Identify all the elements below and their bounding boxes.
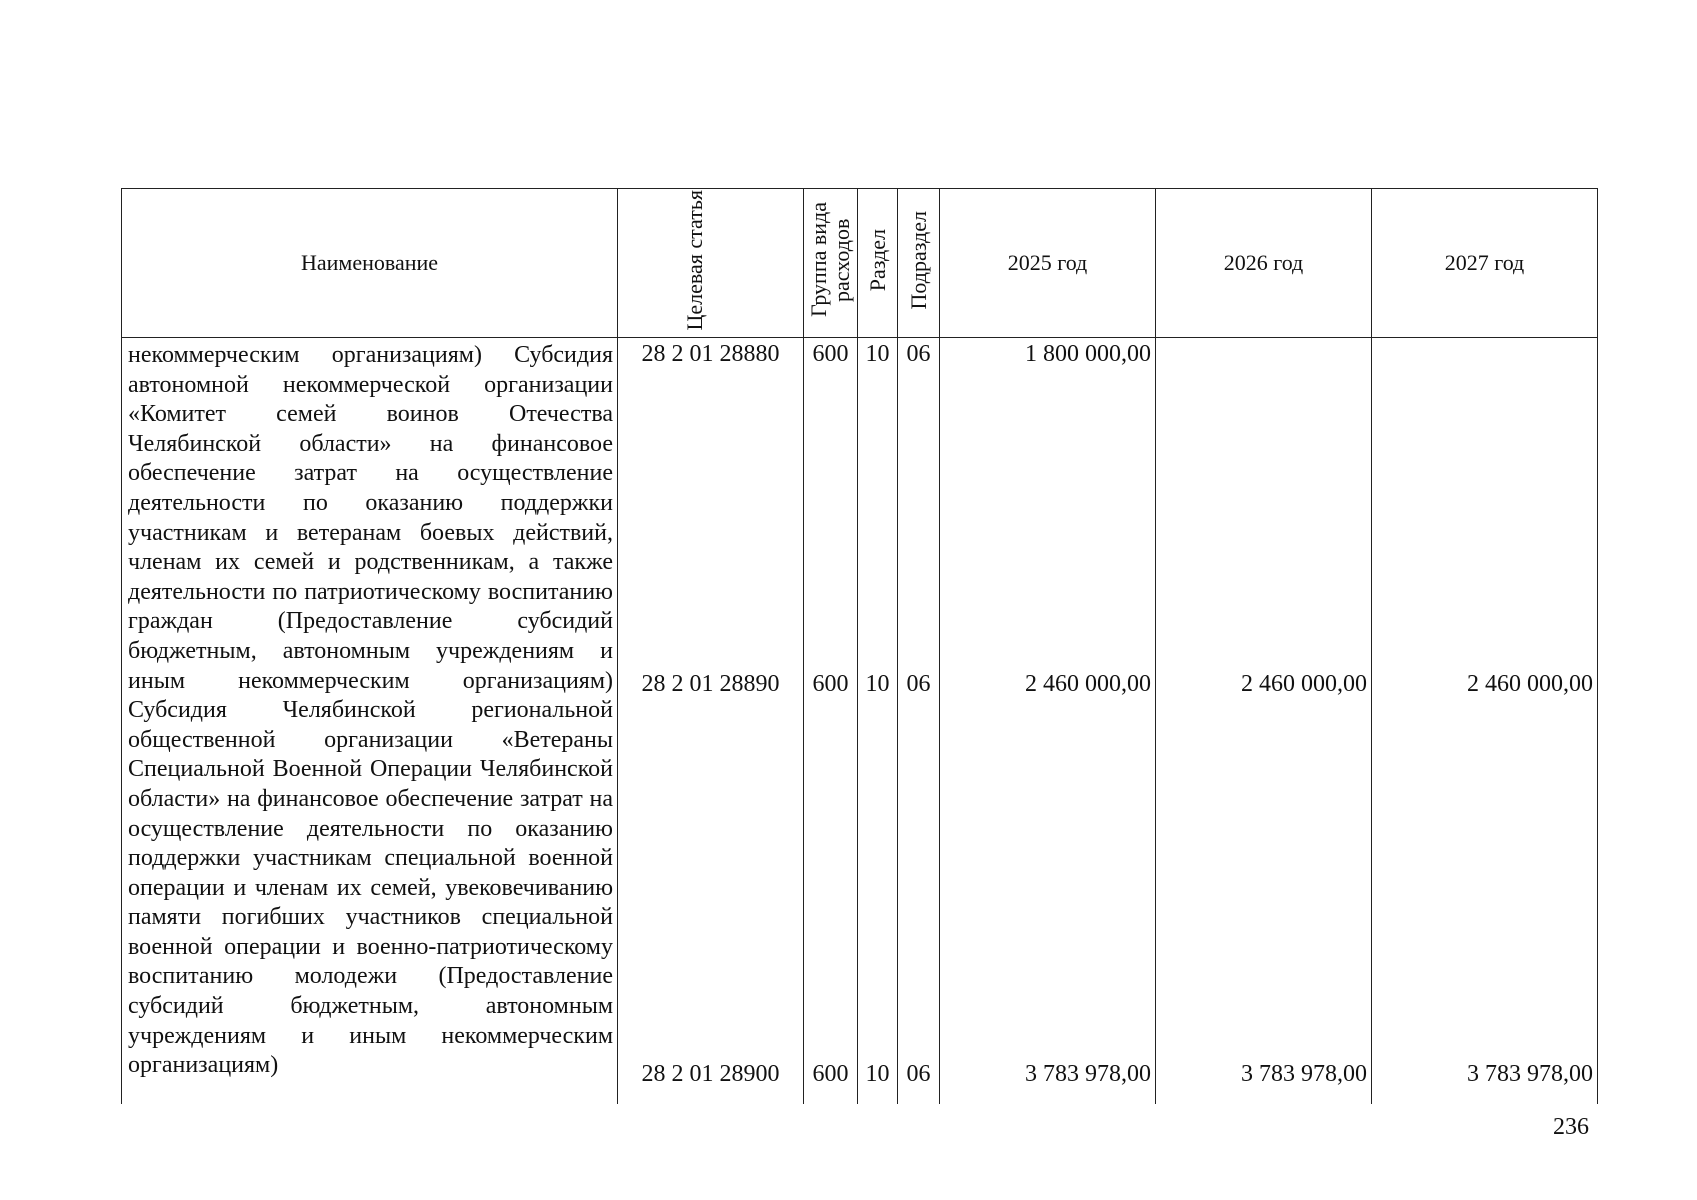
- y2026-value: 2 460 000,00: [1241, 671, 1367, 697]
- header-name: Наименование: [122, 189, 618, 338]
- page-number: 236: [1553, 1114, 1589, 1140]
- name-cell: [122, 338, 618, 1105]
- group-cell: [804, 338, 858, 1105]
- y2027-value: 3 783 978,00: [1467, 1061, 1593, 1087]
- y2026-value: 3 783 978,00: [1241, 1061, 1367, 1087]
- target-value: 28 2 01 28900: [641, 1061, 780, 1087]
- table-header-row: [122, 189, 1598, 338]
- y2025-value: 2 460 000,00: [1025, 671, 1151, 697]
- header-2025: 2025 год: [940, 189, 1156, 338]
- target-cell: [618, 338, 804, 1105]
- header-subsection: Подраздел: [898, 189, 940, 338]
- budget-table: [121, 188, 1598, 1104]
- table-row: [122, 338, 1598, 1105]
- y2025-cell: [940, 338, 1156, 1105]
- y2025-value: 1 800 000,00: [1025, 341, 1151, 367]
- target-value: 28 2 01 28890: [641, 671, 780, 697]
- y2027-value: 2 460 000,00: [1467, 671, 1593, 697]
- group-value: 600: [812, 341, 849, 367]
- header-group: Группа вида расходов: [804, 189, 858, 338]
- subsection-cell: [898, 338, 940, 1105]
- target-value: 28 2 01 28880: [641, 341, 780, 367]
- group-value: 600: [812, 1061, 849, 1087]
- subsection-value: 06: [906, 341, 931, 367]
- section-value: 10: [865, 671, 890, 697]
- y2025-value: 3 783 978,00: [1025, 1061, 1151, 1087]
- section-value: 10: [865, 1061, 890, 1087]
- y2026-cell: [1156, 338, 1372, 1105]
- section-value: 10: [865, 341, 890, 367]
- header-2026: 2026 год: [1156, 189, 1372, 338]
- group-value: 600: [812, 671, 849, 697]
- header-target: Целевая статья: [618, 189, 804, 338]
- subsection-value: 06: [906, 671, 931, 697]
- header-2027: 2027 год: [1372, 189, 1598, 338]
- section-cell: [858, 338, 898, 1105]
- subsection-value: 06: [906, 1061, 931, 1087]
- name-text: некоммерческим организациям) Субсидия автономной некоммерческой организации «Комитет семей воинов Отечества Челябинской области» на финансовое обеспечение затрат на осуществление деятельности по оказанию поддержки участникам и ветеранам боевых действий, членам их семей и родственникам, а также деятельности по патриотическому воспитанию граждан (Предоставление субсидий бюджетным, автономным учреждениям и иным некоммерческим организациям) Субсидия Челябинской региональной общественной организации «Ветераны Специальной Военной Операции Челябинской области» на финансовое обеспечение затрат на осуществление деятельности по оказанию поддержки участникам специальной военной операции и членам их семей, увековечиванию памяти погибших участников специальной военной операции и военно-патриотическому воспитанию молодежи (Предоставление субсидий бюджетным, автономным учреждениям и иным некоммерческим организациям): [128, 342, 613, 1079]
- header-section: Раздел: [858, 189, 898, 338]
- y2027-cell: [1372, 338, 1598, 1105]
